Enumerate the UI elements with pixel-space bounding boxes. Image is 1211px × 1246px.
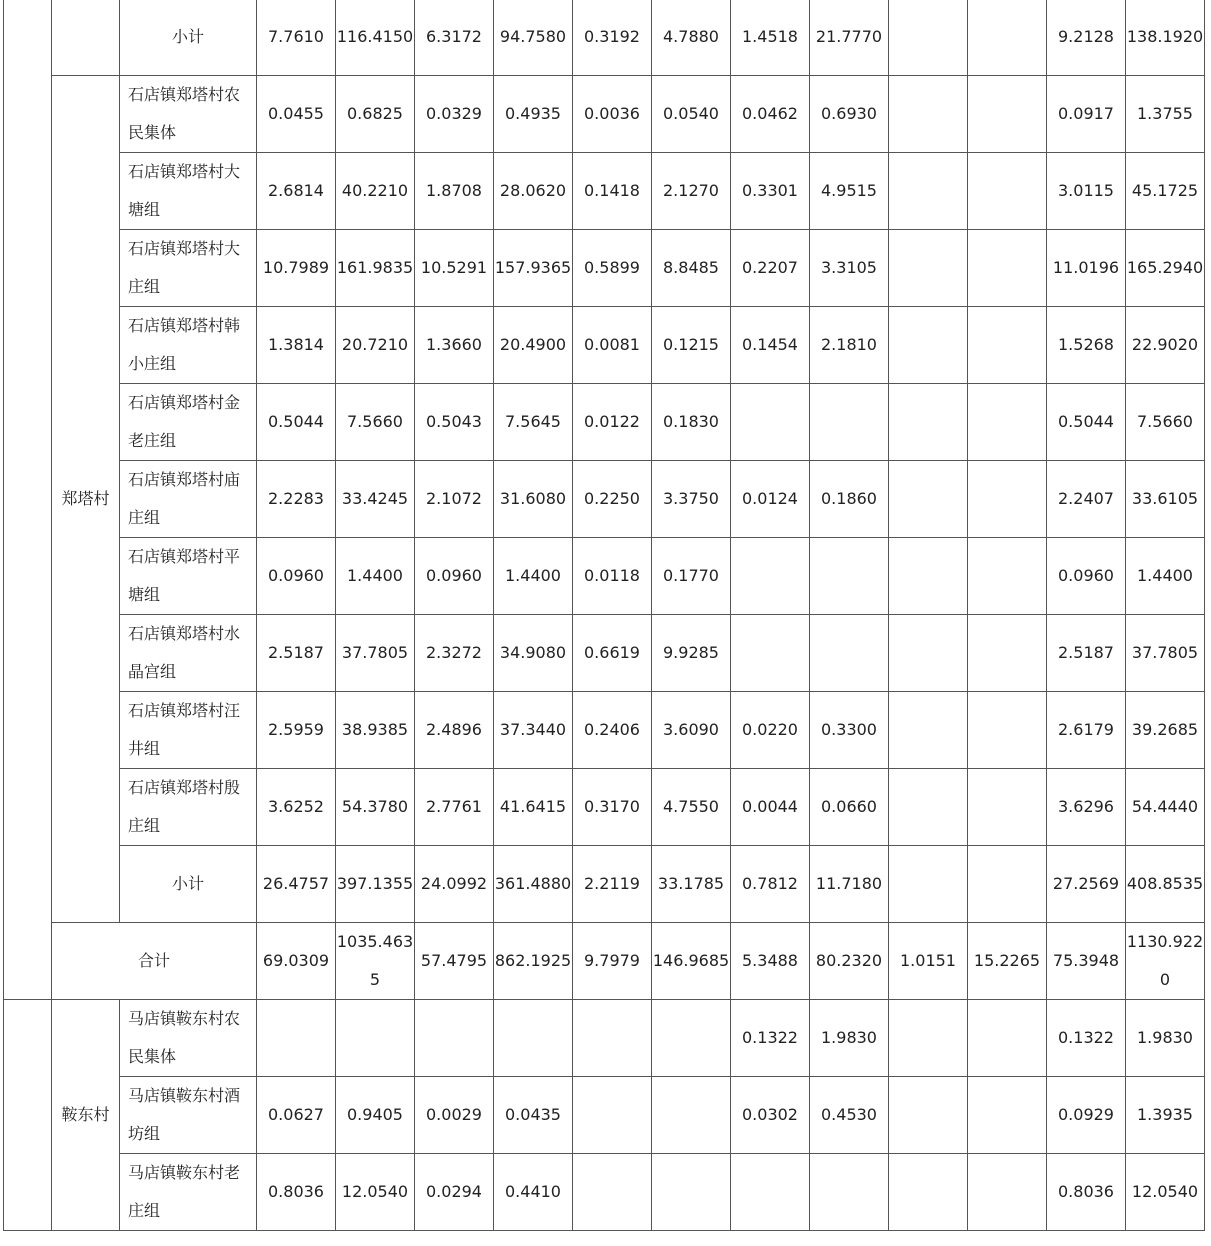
- value-cell: 0.0220: [731, 692, 810, 769]
- value-cell: 40.2210: [336, 153, 415, 230]
- value-cell: 2.2407: [1047, 461, 1126, 538]
- value-cell: 0.0118: [573, 538, 652, 615]
- value-cell: 146.9685: [652, 923, 731, 1000]
- value-cell: 0.1860: [810, 461, 889, 538]
- value-cell: 3.6252: [257, 769, 336, 846]
- value-cell: 0.1454: [731, 307, 810, 384]
- value-cell: [573, 1077, 652, 1154]
- value-cell: 0.0036: [573, 76, 652, 153]
- value-cell: [573, 1154, 652, 1231]
- value-cell: 2.5959: [257, 692, 336, 769]
- value-cell: 1.5268: [1047, 307, 1126, 384]
- value-cell: 2.2119: [573, 846, 652, 923]
- value-cell: 94.7580: [494, 0, 573, 76]
- owner-name-cell: 石店镇郑塔村殷庄组: [120, 769, 257, 846]
- value-cell: 0.3192: [573, 0, 652, 76]
- value-cell: [731, 615, 810, 692]
- value-cell: 0.5044: [1047, 384, 1126, 461]
- value-cell: 54.4440: [1126, 769, 1205, 846]
- total-label: 合计: [52, 923, 257, 1000]
- value-cell: [731, 384, 810, 461]
- owner-name-cell: 石店镇郑塔村韩小庄组: [120, 307, 257, 384]
- value-cell: 0.0960: [415, 538, 494, 615]
- value-cell: 0.5043: [415, 384, 494, 461]
- value-cell: [968, 1154, 1047, 1231]
- land-data-table: [3, 0, 1205, 1231]
- value-cell: [968, 1000, 1047, 1077]
- owner-name-cell: 石店镇郑塔村汪井组: [120, 692, 257, 769]
- table-row: [4, 461, 1205, 538]
- value-cell: 3.3105: [810, 230, 889, 307]
- value-cell: [968, 1077, 1047, 1154]
- value-cell: 26.4757: [257, 846, 336, 923]
- owner-name-cell: 石店镇郑塔村大塘组: [120, 153, 257, 230]
- value-cell: 0.2207: [731, 230, 810, 307]
- table-row: [4, 1154, 1205, 1231]
- value-cell: 4.7880: [652, 0, 731, 76]
- value-cell: 37.3440: [494, 692, 573, 769]
- value-cell: 1.4518: [731, 0, 810, 76]
- table-row: [4, 1077, 1205, 1154]
- value-cell: 0.3300: [810, 692, 889, 769]
- value-cell: 0.4410: [494, 1154, 573, 1231]
- value-cell: 0.0294: [415, 1154, 494, 1231]
- value-cell: [336, 1000, 415, 1077]
- value-cell: 9.2128: [1047, 0, 1126, 76]
- owner-name-cell: 石店镇郑塔村庙庄组: [120, 461, 257, 538]
- value-cell: [968, 230, 1047, 307]
- value-cell: [810, 538, 889, 615]
- value-cell: 41.6415: [494, 769, 573, 846]
- value-cell: [889, 769, 968, 846]
- value-cell: 0.1322: [1047, 1000, 1126, 1077]
- total-row: [4, 923, 1205, 1000]
- value-cell: 9.7979: [573, 923, 652, 1000]
- value-cell: 6.3172: [415, 0, 494, 76]
- group-cell: [4, 0, 52, 1000]
- value-cell: 0.0455: [257, 76, 336, 153]
- owner-name-cell: 石店镇郑塔村水晶宫组: [120, 615, 257, 692]
- table-row: [4, 1000, 1205, 1077]
- value-cell: 1130.9220: [1126, 923, 1205, 1000]
- value-cell: 0.4530: [810, 1077, 889, 1154]
- value-cell: 0.4935: [494, 76, 573, 153]
- value-cell: 0.0627: [257, 1077, 336, 1154]
- value-cell: 0.0960: [257, 538, 336, 615]
- value-cell: 5.3488: [731, 923, 810, 1000]
- value-cell: 0.8036: [1047, 1154, 1126, 1231]
- value-cell: 3.0115: [1047, 153, 1126, 230]
- value-cell: 0.2406: [573, 692, 652, 769]
- value-cell: 2.3272: [415, 615, 494, 692]
- value-cell: 1.4400: [494, 538, 573, 615]
- value-cell: 24.0992: [415, 846, 494, 923]
- table-row: [4, 538, 1205, 615]
- value-cell: [889, 692, 968, 769]
- value-cell: 2.1270: [652, 153, 731, 230]
- value-cell: 2.7761: [415, 769, 494, 846]
- table-wrapper: [3, 0, 1205, 1231]
- subtotal-label: 小计: [120, 0, 257, 76]
- value-cell: [968, 692, 1047, 769]
- value-cell: [889, 76, 968, 153]
- value-cell: 0.3170: [573, 769, 652, 846]
- value-cell: 0.0329: [415, 76, 494, 153]
- owner-name-cell: 石店镇郑塔村金老庄组: [120, 384, 257, 461]
- value-cell: [889, 307, 968, 384]
- value-cell: 0.0435: [494, 1077, 573, 1154]
- value-cell: 0.0660: [810, 769, 889, 846]
- village-cell: [52, 0, 120, 76]
- value-cell: 12.0540: [1126, 1154, 1205, 1231]
- value-cell: [889, 153, 968, 230]
- value-cell: [968, 76, 1047, 153]
- value-cell: [889, 538, 968, 615]
- value-cell: [889, 1077, 968, 1154]
- value-cell: 0.6930: [810, 76, 889, 153]
- value-cell: [889, 1154, 968, 1231]
- subtotal-label: 小计: [120, 846, 257, 923]
- value-cell: [415, 1000, 494, 1077]
- value-cell: [810, 384, 889, 461]
- value-cell: [731, 1154, 810, 1231]
- value-cell: 0.0960: [1047, 538, 1126, 615]
- value-cell: [889, 846, 968, 923]
- value-cell: 7.7610: [257, 0, 336, 76]
- value-cell: 33.6105: [1126, 461, 1205, 538]
- value-cell: 31.6080: [494, 461, 573, 538]
- value-cell: 0.0122: [573, 384, 652, 461]
- value-cell: [889, 615, 968, 692]
- value-cell: 38.9385: [336, 692, 415, 769]
- value-cell: [968, 307, 1047, 384]
- owner-name-cell: 马店镇鞍东村农民集体: [120, 1000, 257, 1077]
- value-cell: 2.6814: [257, 153, 336, 230]
- value-cell: 0.3301: [731, 153, 810, 230]
- table-row: [4, 615, 1205, 692]
- value-cell: 0.5899: [573, 230, 652, 307]
- value-cell: 1.3660: [415, 307, 494, 384]
- value-cell: 0.6825: [336, 76, 415, 153]
- value-cell: [968, 0, 1047, 76]
- value-cell: 75.3948: [1047, 923, 1126, 1000]
- value-cell: 28.0620: [494, 153, 573, 230]
- value-cell: [257, 1000, 336, 1077]
- value-cell: 161.9835: [336, 230, 415, 307]
- value-cell: 2.2283: [257, 461, 336, 538]
- value-cell: 157.9365: [494, 230, 573, 307]
- value-cell: 37.7805: [1126, 615, 1205, 692]
- value-cell: 33.4245: [336, 461, 415, 538]
- value-cell: 11.0196: [1047, 230, 1126, 307]
- value-cell: 0.0124: [731, 461, 810, 538]
- value-cell: 21.7770: [810, 0, 889, 76]
- value-cell: [731, 538, 810, 615]
- value-cell: 7.5660: [336, 384, 415, 461]
- value-cell: 0.1215: [652, 307, 731, 384]
- value-cell: 34.9080: [494, 615, 573, 692]
- value-cell: [968, 153, 1047, 230]
- value-cell: 0.1322: [731, 1000, 810, 1077]
- value-cell: 20.4900: [494, 307, 573, 384]
- value-cell: 10.5291: [415, 230, 494, 307]
- value-cell: 4.9515: [810, 153, 889, 230]
- value-cell: 2.5187: [257, 615, 336, 692]
- value-cell: 7.5645: [494, 384, 573, 461]
- table-row: [4, 76, 1205, 153]
- value-cell: 9.9285: [652, 615, 731, 692]
- value-cell: [889, 0, 968, 76]
- value-cell: [889, 384, 968, 461]
- subtotal-row: [4, 846, 1205, 923]
- value-cell: [652, 1000, 731, 1077]
- owner-name-cell: 马店镇鞍东村老庄组: [120, 1154, 257, 1231]
- value-cell: 7.5660: [1126, 384, 1205, 461]
- value-cell: 0.7812: [731, 846, 810, 923]
- value-cell: 1.3755: [1126, 76, 1205, 153]
- value-cell: 1.0151: [889, 923, 968, 1000]
- value-cell: 862.1925: [494, 923, 573, 1000]
- value-cell: [573, 1000, 652, 1077]
- value-cell: 3.3750: [652, 461, 731, 538]
- value-cell: 15.2265: [968, 923, 1047, 1000]
- value-cell: 10.7989: [257, 230, 336, 307]
- value-cell: [968, 615, 1047, 692]
- value-cell: 27.2569: [1047, 846, 1126, 923]
- value-cell: 0.0917: [1047, 76, 1126, 153]
- owner-name-cell: 石店镇郑塔村大庄组: [120, 230, 257, 307]
- value-cell: 0.5044: [257, 384, 336, 461]
- value-cell: 1.3814: [257, 307, 336, 384]
- value-cell: [652, 1077, 731, 1154]
- table-row: [4, 692, 1205, 769]
- value-cell: 4.7550: [652, 769, 731, 846]
- value-cell: 1.4400: [1126, 538, 1205, 615]
- value-cell: 0.1770: [652, 538, 731, 615]
- value-cell: 0.9405: [336, 1077, 415, 1154]
- value-cell: [968, 538, 1047, 615]
- value-cell: 54.3780: [336, 769, 415, 846]
- value-cell: 0.0302: [731, 1077, 810, 1154]
- value-cell: 116.4150: [336, 0, 415, 76]
- value-cell: 1035.4635: [336, 923, 415, 1000]
- value-cell: 1.3935: [1126, 1077, 1205, 1154]
- value-cell: 0.1418: [573, 153, 652, 230]
- value-cell: 0.0540: [652, 76, 731, 153]
- subtotal-row: [4, 0, 1205, 76]
- value-cell: 1.8708: [415, 153, 494, 230]
- value-cell: [968, 846, 1047, 923]
- value-cell: 39.2685: [1126, 692, 1205, 769]
- value-cell: [652, 1154, 731, 1231]
- value-cell: [810, 1154, 889, 1231]
- value-cell: 397.1355: [336, 846, 415, 923]
- value-cell: 0.6619: [573, 615, 652, 692]
- value-cell: 69.0309: [257, 923, 336, 1000]
- value-cell: 2.5187: [1047, 615, 1126, 692]
- village-cell: 鞍东村: [52, 1000, 120, 1231]
- table-row: [4, 230, 1205, 307]
- table-body: [4, 0, 1205, 1231]
- value-cell: 45.1725: [1126, 153, 1205, 230]
- table-row: [4, 307, 1205, 384]
- table-row: [4, 769, 1205, 846]
- value-cell: 2.1810: [810, 307, 889, 384]
- value-cell: [968, 461, 1047, 538]
- value-cell: 2.4896: [415, 692, 494, 769]
- value-cell: 361.4880: [494, 846, 573, 923]
- value-cell: 0.0029: [415, 1077, 494, 1154]
- value-cell: [968, 384, 1047, 461]
- table-row: [4, 153, 1205, 230]
- value-cell: 3.6090: [652, 692, 731, 769]
- value-cell: 0.8036: [257, 1154, 336, 1231]
- value-cell: 2.1072: [415, 461, 494, 538]
- value-cell: 0.1830: [652, 384, 731, 461]
- table-row: [4, 384, 1205, 461]
- value-cell: 0.2250: [573, 461, 652, 538]
- value-cell: 0.0462: [731, 76, 810, 153]
- owner-name-cell: 马店镇鞍东村酒坊组: [120, 1077, 257, 1154]
- value-cell: 1.9830: [1126, 1000, 1205, 1077]
- value-cell: 0.0044: [731, 769, 810, 846]
- value-cell: [889, 230, 968, 307]
- value-cell: 22.9020: [1126, 307, 1205, 384]
- value-cell: [889, 461, 968, 538]
- value-cell: 3.6296: [1047, 769, 1126, 846]
- value-cell: 80.2320: [810, 923, 889, 1000]
- value-cell: [494, 1000, 573, 1077]
- value-cell: 408.8535: [1126, 846, 1205, 923]
- value-cell: 33.1785: [652, 846, 731, 923]
- value-cell: 1.4400: [336, 538, 415, 615]
- value-cell: 0.0929: [1047, 1077, 1126, 1154]
- group-cell: [4, 1000, 52, 1231]
- value-cell: 165.2940: [1126, 230, 1205, 307]
- owner-name-cell: 石店镇郑塔村平塘组: [120, 538, 257, 615]
- value-cell: [968, 769, 1047, 846]
- value-cell: 20.7210: [336, 307, 415, 384]
- value-cell: [810, 615, 889, 692]
- value-cell: 138.1920: [1126, 0, 1205, 76]
- value-cell: 8.8485: [652, 230, 731, 307]
- value-cell: 1.9830: [810, 1000, 889, 1077]
- value-cell: 0.0081: [573, 307, 652, 384]
- value-cell: 37.7805: [336, 615, 415, 692]
- value-cell: 12.0540: [336, 1154, 415, 1231]
- value-cell: [889, 1000, 968, 1077]
- value-cell: 57.4795: [415, 923, 494, 1000]
- value-cell: 11.7180: [810, 846, 889, 923]
- value-cell: 2.6179: [1047, 692, 1126, 769]
- owner-name-cell: 石店镇郑塔村农民集体: [120, 76, 257, 153]
- village-cell: 郑塔村: [52, 76, 120, 923]
